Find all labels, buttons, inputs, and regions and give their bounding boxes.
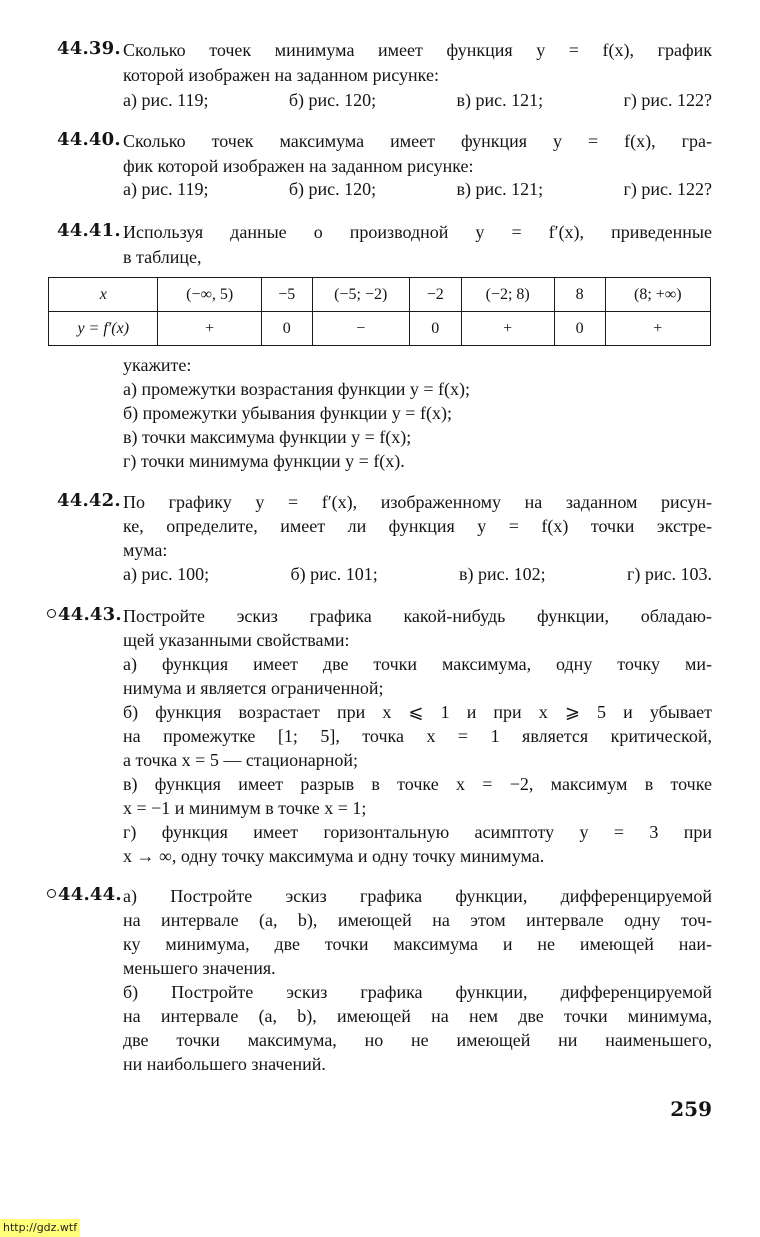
answer-option: а) рис. 119; (123, 179, 209, 199)
table-cell: (8; +∞) (605, 278, 710, 312)
table-cell: −2 (409, 278, 461, 312)
problem-text-line: б) промежутки убывания функции y = f(x); (123, 403, 452, 423)
answer-options (123, 562, 712, 586)
problem-text-line: меньшего значения. (123, 958, 276, 978)
table-cell: + (461, 312, 554, 346)
problem-number: 44.39. (57, 38, 121, 59)
problem-text-line: По графику y = f′(x), изображенному на заданном рисун- (123, 492, 712, 512)
table-cell: 0 (409, 312, 461, 346)
table-cell: + (605, 312, 710, 346)
problem-text-line: в) точки максимума функции y = f(x); (123, 427, 412, 447)
watermark-link[interactable]: http://gdz.wtf (0, 1219, 80, 1237)
problem-text-line: на интервале (a, b), имеющей на нем две точки минимума, (123, 1006, 712, 1026)
answer-option: а) рис. 100; (123, 564, 210, 584)
problem-text-line: а) Постройте эскиз графика функции, дифференцируемой (123, 886, 712, 906)
problem-text-line: две точки максимума, но не имеющей ни наименьшего, (123, 1030, 712, 1050)
answer-options (123, 88, 712, 112)
problem-text-line: ке, определите, имеет ли функция y = f(x) точки экстре- (123, 516, 712, 536)
difficulty-circle-icon (47, 889, 56, 898)
table-cell: (−5; −2) (312, 278, 409, 312)
table-cell: − (312, 312, 409, 346)
table-cell: + (158, 312, 261, 346)
answer-option: в) рис. 121; (456, 179, 544, 199)
table-cell: 8 (554, 278, 605, 312)
derivative-table (48, 277, 711, 346)
problem-text-line: б) Постройте эскиз графика функции, дифференцируемой (123, 982, 712, 1002)
problem-text-line: на интервале (a, b), имеющей на этом интервале одну точ- (123, 910, 712, 930)
problem-number-marked (47, 884, 122, 905)
problem-text-line: x → ∞, одну точку максимума и одну точку минимума. (123, 846, 545, 866)
table-row-x (49, 278, 711, 312)
answer-option: г) рис. 103. (627, 564, 712, 584)
table-cell: −5 (261, 278, 312, 312)
problem-text-line: в таблице, (123, 247, 202, 267)
difficulty-circle-icon (47, 609, 56, 618)
problem-number: 44.42. (57, 490, 121, 511)
problem-text-line: Постройте эскиз графика какой-нибудь функции, обладаю- (123, 606, 712, 626)
problem-number: 44.44. (58, 884, 122, 905)
problem-text-line: а точка x = 5 — стационарной; (123, 750, 359, 770)
problem-number-marked (47, 604, 122, 625)
problem-text-line: фик которой изображен на заданном рисунке: (123, 156, 474, 176)
answer-option: б) рис. 120; (288, 179, 377, 199)
problem-text-line: на промежутке [1; 5], точка x = 1 является критической, (123, 726, 712, 746)
problem-number: 44.40. (57, 129, 121, 150)
problem-text-line: б) функция возрастает при x ⩽ 1 и при x ⩾ 5 и убывает (123, 702, 712, 722)
problem-text-line: нимума и является ограниченной; (123, 678, 384, 698)
problem-text-line: г) функция имеет горизонтальную асимптоту y = 3 при (123, 822, 712, 842)
problem-text-line: мума: (123, 540, 168, 560)
problem-text-line: укажите: (123, 355, 192, 375)
table-cell: x (49, 278, 158, 312)
problem-text-line: x = −1 и минимум в точке x = 1; (123, 798, 367, 818)
answer-option: б) рис. 120; (288, 90, 377, 110)
problem-number: 44.43. (58, 604, 122, 625)
table-cell: y = f′(x) (49, 312, 158, 346)
problem-text-line: в) функция имеет разрыв в точке x = −2, максимум в точке (123, 774, 712, 794)
problem-text-line: Используя данные о производной y = f′(x), приведенные (123, 222, 712, 242)
answer-option: г) рис. 122? (623, 90, 712, 110)
problem-text-line: Сколько точек максимума имеет функция y = f(x), гра- (123, 131, 712, 151)
problem-text-line: ни наибольшего значений. (123, 1054, 326, 1074)
answer-options (123, 177, 712, 201)
problem-text-line: которой изображен на заданном рисунке: (123, 65, 439, 85)
answer-option: г) рис. 122? (623, 179, 712, 199)
answer-option: в) рис. 102; (459, 564, 546, 584)
problem-text-line: ку минимума, две точки максимума и не имеющей наи- (123, 934, 712, 954)
answer-option: а) рис. 119; (123, 90, 209, 110)
problem-text-line: а) промежутки возрастания функции y = f(x); (123, 379, 471, 399)
table-cell: (−∞, 5) (158, 278, 261, 312)
table-row-derivative (49, 312, 711, 346)
table-cell: 0 (554, 312, 605, 346)
table-cell: 0 (261, 312, 312, 346)
answer-option: в) рис. 121; (456, 90, 544, 110)
problem-text-line: Сколько точек минимума имеет функция y = f(x), график (123, 40, 712, 60)
problem-number: 44.41. (57, 220, 121, 241)
table-cell: (−2; 8) (461, 278, 554, 312)
problem-text-line: щей указанными свойствами: (123, 630, 350, 650)
problem-text-line: а) функция имеет две точки максимума, одну точку ми- (123, 654, 712, 674)
answer-option: б) рис. 101; (290, 564, 378, 584)
problem-text-line: г) точки минимума функции y = f(x). (123, 451, 405, 471)
page-number: 259 (670, 1097, 712, 1121)
